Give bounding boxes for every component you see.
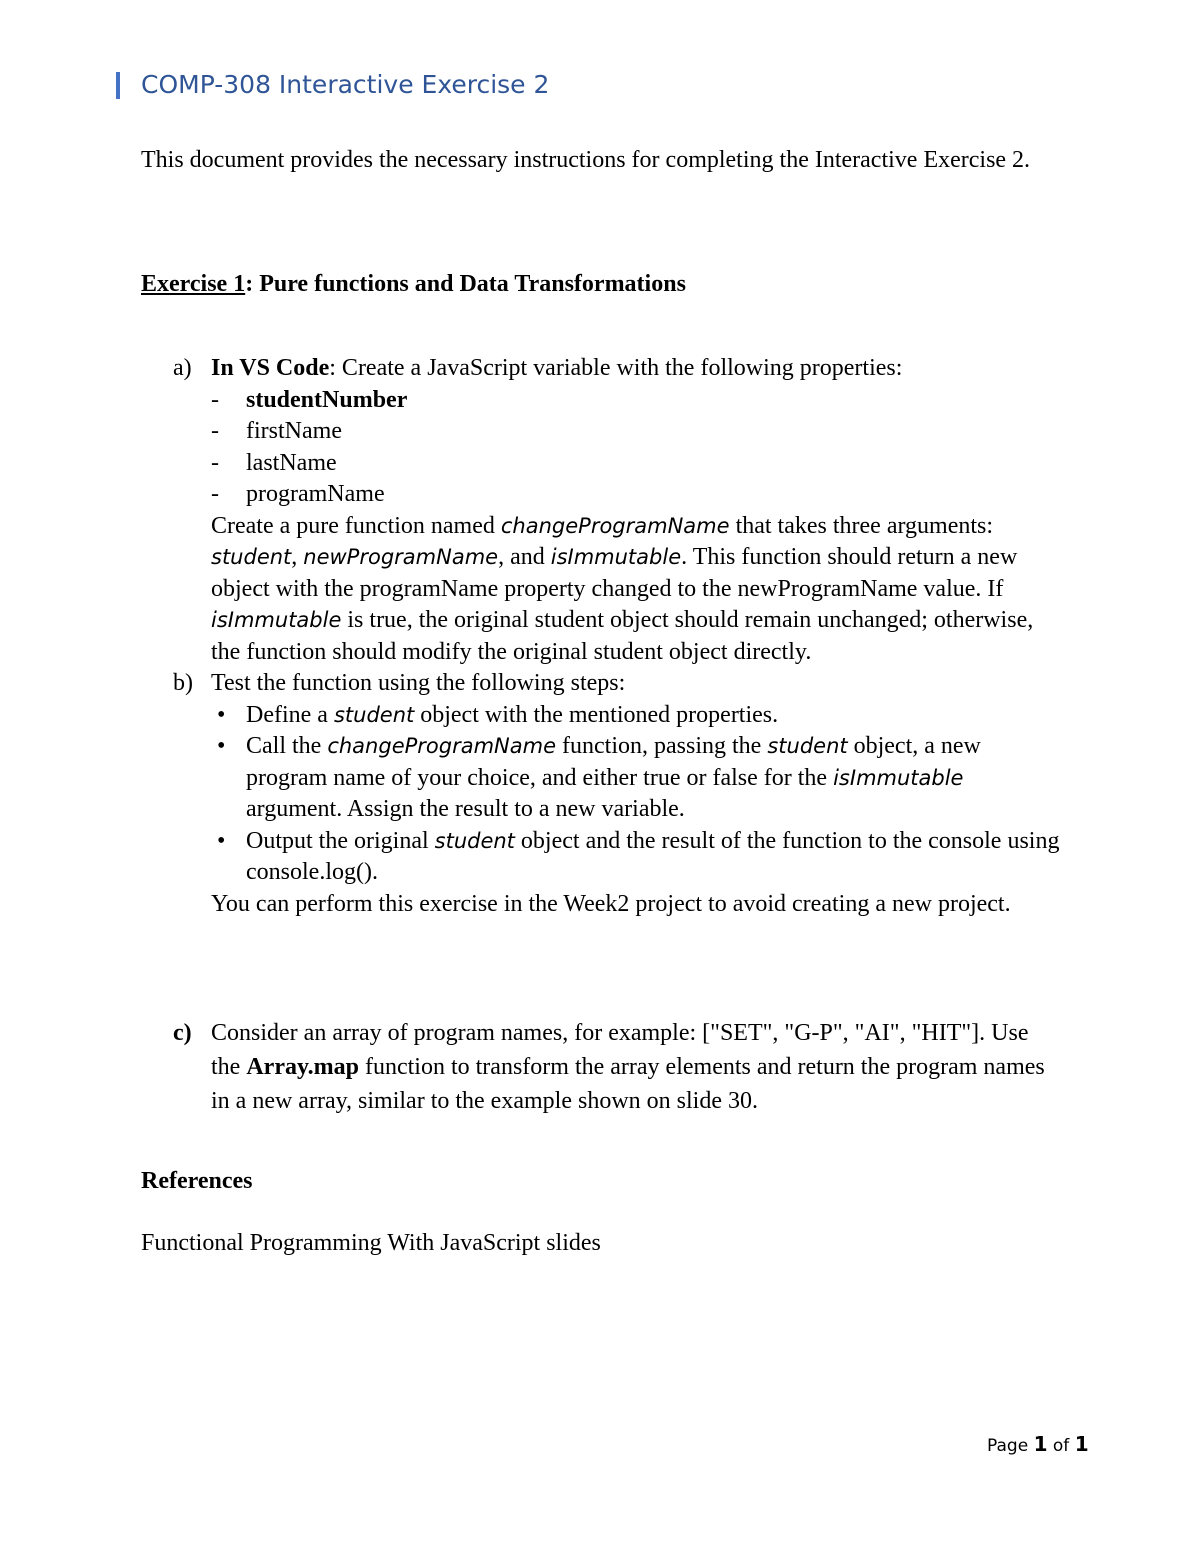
part-c-marker: c) <box>173 1020 192 1046</box>
arg-new-program-name: newProgramName <box>303 545 499 569</box>
bullet-icon: • <box>217 827 226 854</box>
bullet-icon: • <box>217 733 226 759</box>
term-student: student <box>767 734 848 758</box>
part-c <box>141 1016 1061 1118</box>
term-student: student <box>434 828 515 853</box>
part-b-trailer: You can perform this exercise in the Week2 project to avoid creating a new project. <box>211 890 1011 917</box>
current-page: 1 <box>1033 1432 1048 1456</box>
part-c-text <box>211 1016 1061 1118</box>
text-run: , and <box>498 544 551 570</box>
text-run: object with the mentioned properties. <box>414 701 779 728</box>
part-a-lead-rest: : Create a JavaScript variable with the following properties: <box>329 355 903 381</box>
exercise-heading <box>141 271 686 298</box>
property-item: - lastName <box>211 448 1061 480</box>
text-run: Output the original <box>246 827 435 854</box>
function-name: changeProgramName <box>500 513 730 538</box>
title-accent-bar <box>116 72 120 99</box>
function-name: changeProgramName <box>327 734 557 758</box>
step-item <box>211 731 1061 826</box>
step-item <box>211 826 1061 889</box>
part-b-lead: Test the function using the following steps: <box>211 670 626 696</box>
part-a-lead-bold: In VS Code <box>211 355 330 381</box>
text-run: object and the result of the function to the console using console.log(). <box>246 827 1060 885</box>
arg-is-immutable: isImmutable <box>211 608 342 632</box>
references-heading: References <box>141 1168 253 1194</box>
part-a-marker: a) <box>173 355 192 381</box>
text-run: argument. Assign the result to a new variable. <box>246 796 685 822</box>
text-run: function to transform the array elements and return the program names in a new array, similar to the example shown on slide 30. <box>211 1054 1045 1114</box>
text-run: object, a new program name of your choice, and either true or false for the <box>246 733 981 791</box>
page-title: COMP-308 Interactive Exercise 2 <box>141 70 550 99</box>
exercise-parts <box>141 353 1061 920</box>
step-item <box>211 700 1061 732</box>
text-run: Page <box>987 1436 1034 1456</box>
term-student: student <box>333 702 415 727</box>
part-b <box>141 668 1061 920</box>
exercise-label: Exercise 1 <box>141 271 246 297</box>
part-b-marker: b) <box>173 670 193 696</box>
arg-student: student <box>211 545 292 569</box>
text-run: of <box>1047 1436 1075 1456</box>
intro-paragraph: This document provides the necessary instructions for completing the Interactive Exercise 2. <box>141 147 1031 173</box>
property-student-number: studentNumber <box>246 386 408 413</box>
exercise-colon: : <box>245 271 254 297</box>
text-run: that takes three arguments: <box>729 512 994 539</box>
total-pages: 1 <box>1074 1432 1089 1456</box>
text-run: , <box>291 544 304 570</box>
property-item: - studentNumber <box>211 385 1061 417</box>
array-map-term: Array.map <box>246 1054 359 1080</box>
arg-is-immutable: isImmutable <box>550 545 682 569</box>
part-a-lead <box>211 353 1061 385</box>
property-first-name: firstName <box>246 418 342 444</box>
property-program-name: programName <box>246 481 385 507</box>
part-a-description <box>211 511 1061 669</box>
text-run: Create a pure function named <box>211 512 501 539</box>
text-run: is true, the original student object should remain unchanged; otherwise, the function should modify the original student object directly. <box>211 607 1034 665</box>
arg-is-immutable: isImmutable <box>833 765 964 790</box>
bullet-icon: • <box>217 701 226 728</box>
exercise-title: Pure functions and Data Transformations <box>253 271 686 297</box>
text-run: Consider an array of program names, for example: ["SET", "G-P", "AI", "HIT"]. Use the <box>211 1020 1029 1080</box>
property-item: - programName <box>211 479 1061 511</box>
text-run: Call the <box>246 733 328 759</box>
page-number <box>987 1432 1089 1456</box>
text-run: . This function should return a new object with the programName property changed to the newProgramName value. If <box>211 544 1018 602</box>
part-a <box>141 353 1061 668</box>
text-run: Define a <box>246 701 334 728</box>
text-run: function, passing the <box>556 733 768 759</box>
property-item: - firstName <box>211 416 1061 448</box>
property-last-name: lastName <box>246 449 337 476</box>
reference-item: Functional Programming With JavaScript slides <box>141 1230 601 1256</box>
